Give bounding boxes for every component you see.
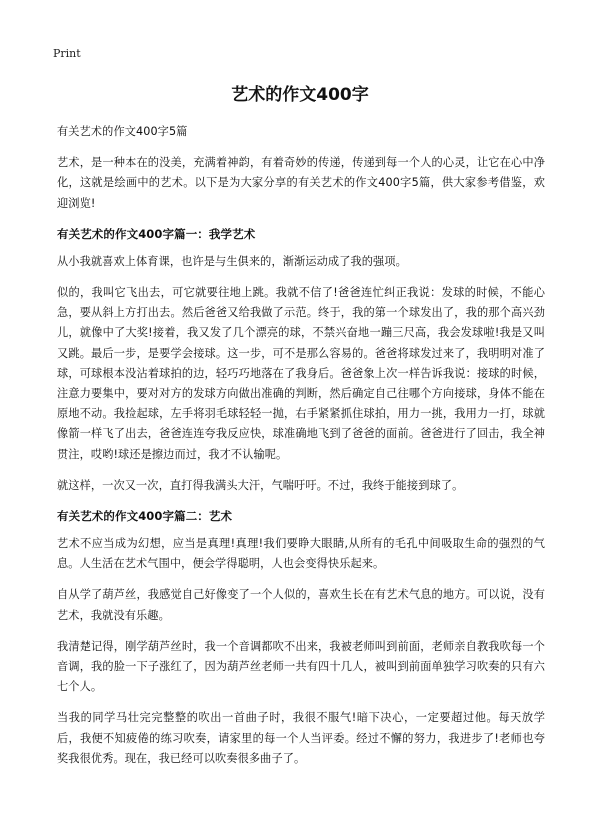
section-heading: 有关艺术的作文400字篇二：艺术 [57,509,233,524]
body-paragraph: 艺术不应当成为幻想，应当是真理!真理!我们要睁大眼睛,从所有的毛孔中间吸取生命的强烈的气息。人生活在艺术气围中，便会学得聪明，人也会变得快乐起来。 [57,537,545,571]
page-title: 艺术的作文400字 [231,85,369,105]
article-subtitle: 有关艺术的作文400字5篇 [57,125,188,138]
article-body [57,122,545,780]
print-link[interactable]: Print [53,47,81,60]
body-paragraph: 我清楚记得，刚学葫芦丝时，我一个音调都吹不出来，我被老师叫到前面，老师亲自教我吹每一个音调，我的脸一下子涨红了，因为葫芦丝老师一共有四十几人，被叫到前面单独学习吹奏的只有六七个人。 [57,639,545,694]
body-paragraph: 就这样，一次又一次，直打得我满头大汗，气喘吁吁。不过，我终于能接到球了。 [57,478,464,492]
intro-paragraph: 艺术，是一种本在的没美，充满着神韵，有着奇妙的传递，传递到每一个人的心灵，让它在心中净化，这就是绘画中的艺术。以下是为大家分享的有关艺术的作文400字5篇，供大家参考借鉴，欢迎浏览! [57,156,545,210]
body-paragraph: 似的，我叫它飞出去，可它就要往地上跳。我就不信了!爸爸连忙纠正我说：发球的时候，不能心急，要从斜上方打出去。然后爸爸又给我做了示范。终于，我的第一个球发出了，我的那个高兴劲儿，就像中了大奖!接着，我又发了几个漂亮的球，不禁兴奋地一蹦三尺高，我会发球啦!我是又叫又跳。最后一步，是要学会接球。这一步，可不是那么容易的。爸爸将球发过来了，我明明对准了球，可球根本没沾着球拍的边，轻巧巧地落在了我身后。爸爸象上次一样告诉我说：接球的时候，注意力要集中，要对对方的发球方向做出准确的判断，然后确定自己往哪个方向接球，身体不能在原地不动。我捡起球，左手将羽毛球轻轻一抛，右手紧紧抓住球拍，用力一挑，我用力一打，球就像箭一样飞了出去，爸爸连连夸我反应快，球准确地飞到了爸爸的面前。爸爸进行了回击，我全神贯注，哎哟!球还是擦边而过，我才不认输呢。 [57,286,545,461]
body-paragraph: 自从学了葫芦丝，我感觉自己好像变了一个人似的，喜欢生长在有艺术气息的地方。可以说，没有艺术，我就没有乐趣。 [57,588,545,622]
body-paragraph: 从小我就喜欢上体育课，也许是与生俱来的，渐渐运动成了我的强项。 [57,254,407,268]
body-paragraph: 当我的同学马壮完完整整的吹出一首曲子时，我很不服气!暗下决心，一定要超过他。每天放学后，我便不知疲倦的练习吹奏，请家里的每一个人当评委。经过不懈的努力，我进步了!老师也夸奖我很优秀。现在，我已经可以吹奏很多曲子了。 [57,711,545,765]
section-heading: 有关艺术的作文400字篇一：我学艺术 [57,226,256,241]
